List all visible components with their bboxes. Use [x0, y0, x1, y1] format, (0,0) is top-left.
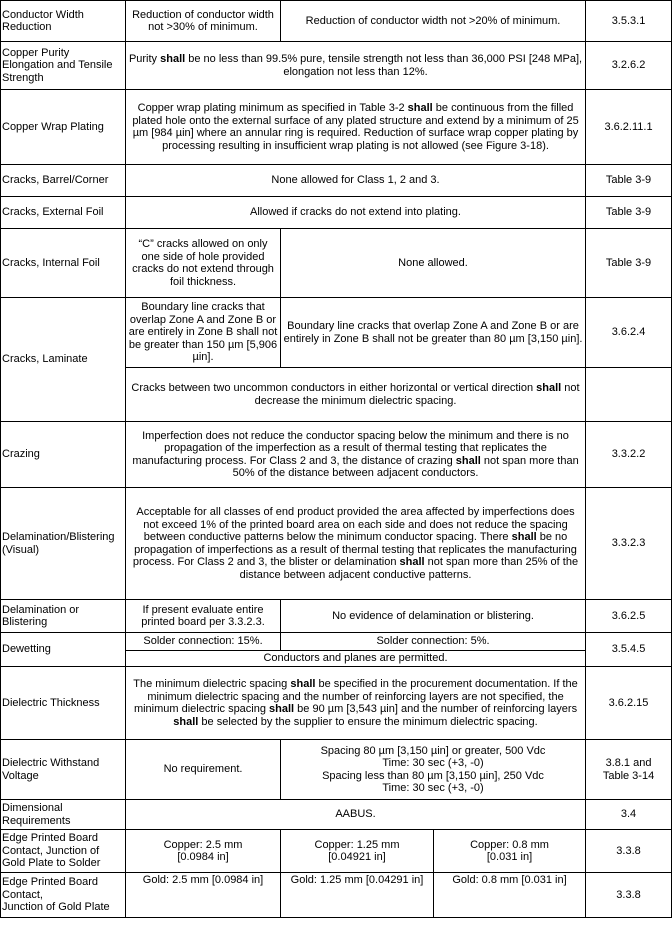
voltage-line: Time: 30 sec (+3, -0) [382, 757, 484, 769]
table-row [1, 800, 672, 830]
table-row [1, 633, 672, 651]
class-2-3-cell [281, 740, 586, 800]
label-line: Junction of Gold Plate [2, 901, 110, 914]
row-label: Cracks, Internal Foil [1, 229, 126, 298]
requirement-text: be no propagation of imperfections as a result of thermal testing that replicates the manufacturing process. For Class 2 and 3, the blister or delamination [132, 531, 577, 568]
requirement-cell: AABUS. [126, 800, 586, 830]
reference-cell: 3.2.6.2 [586, 42, 672, 90]
requirement-text: be specified in the procurement documentation. If the minimum dielectric spacing and the number of reinforcing layers are not specified, the minimum dielectric spacing [133, 678, 578, 715]
requirement-cell [126, 368, 586, 422]
class-1-cell: Solder connection: 15%. [126, 633, 281, 651]
row-label: Dielectric Withstand Voltage [1, 740, 126, 800]
requirement-text: Acceptable for all classes of end product provided the area affected by imperfections does not exceed 1% of the printed board area on each side and does not reduce the spacing between conductive patterns below the minimum conductor spacing. There [136, 506, 575, 543]
value-line: Copper: 1.25 mm [314, 838, 400, 851]
class-2-3-cell: Solder connection: 5%. [281, 633, 586, 651]
class-1-cell: Boundary line cracks that overlap Zone A and Zone B or are entirely in Zone B shall not be greater than 150 µm [5,906 µin]. [126, 298, 281, 368]
class-1-cell: No requirement. [126, 740, 281, 800]
requirement-text: be no less than 99.5% pure, tensile strength not less than 36,000 PSI [248 MPa], elongation not less than 12%. [185, 53, 583, 78]
shall-keyword: shall [536, 382, 562, 394]
voltage-line: Time: 30 sec (+3, -0) [382, 782, 484, 794]
row-label: Crazing [1, 422, 126, 488]
requirement-text: not decrease the minimum dielectric spacing. [254, 382, 580, 407]
shall-keyword: shall [160, 53, 186, 65]
voltage-line: Spacing less than 80 µm [3,150 µin], 250 Vdc [322, 769, 544, 782]
table-row [1, 90, 672, 165]
reference-cell: 3.3.8 [586, 830, 672, 873]
requirement-text: Copper wrap plating minimum as specified in Table 3-2 [137, 102, 408, 114]
reference-cell: 3.6.2.11.1 [586, 90, 672, 165]
requirement-text: Purity [128, 53, 161, 65]
row-label: Delamination/Blistering (Visual) [1, 488, 126, 600]
shall-keyword: shall [290, 678, 316, 690]
requirement-cell [126, 90, 586, 165]
row-label: Copper Wrap Plating [1, 90, 126, 165]
table-row [1, 488, 672, 600]
value-line: [0.04921 in] [328, 851, 386, 863]
label-line: Edge Printed Board [2, 876, 99, 889]
class-3-cell: Gold: 0.8 mm [0.031 in] [434, 873, 586, 918]
shall-keyword: shall [399, 556, 425, 568]
requirement-text: Cracks between two uncommon conductors in either horizontal or vertical direction [131, 382, 537, 394]
requirement-text: not span more than 25% of the distance between adjacent conductive patterns. [239, 556, 579, 581]
reference-cell: 3.6.2.5 [586, 600, 672, 633]
requirement-cell: None allowed for Class 1, 2 and 3. [126, 165, 586, 197]
class-1-cell: Gold: 2.5 mm [0.0984 in] [126, 873, 281, 918]
table-row [1, 600, 672, 633]
table-row [1, 830, 672, 873]
table-row [1, 1, 672, 42]
reference-cell: 3.3.2.2 [586, 422, 672, 488]
table-row [1, 197, 672, 229]
requirement-text: Imperfection does not reduce the conductor spacing below the minimum and there is no propagation of the imperfection as a result of thermal testing that replicates the manufacturing process. For Class 2 and 3, the distance of crazing [132, 429, 569, 467]
reference-cell: 3.5.3.1 [586, 1, 672, 42]
class-3-cell [434, 830, 586, 873]
row-label: Cracks, Barrel/Corner [1, 165, 126, 197]
class-1-cell: If present evaluate entire printed board per 3.3.2.3. [126, 600, 281, 633]
requirement-cell [126, 488, 586, 600]
row-label: Dewetting [1, 633, 126, 667]
shall-keyword: shall [269, 703, 295, 715]
row-label: Delamination or Blistering [1, 600, 126, 633]
value-line: Copper: 0.8 mm [470, 838, 549, 851]
row-label: Edge Printed Board Contact, Junction of Gold Plate to Solder [1, 830, 126, 873]
row-label: Conductor Width Reduction [1, 1, 126, 42]
requirement-cell [126, 42, 586, 90]
label-line: Contact, [2, 888, 43, 901]
requirement-text: not span more than 50% of the distance between adjacent conductors. [232, 454, 579, 479]
reference-cell: Table 3-9 [586, 197, 672, 229]
reference-line: Table 3-14 [602, 769, 655, 782]
shall-keyword: shall [511, 531, 537, 543]
shall-keyword: shall [455, 454, 481, 467]
reference-cell: Table 3-9 [586, 165, 672, 197]
requirement-text: be continuous from the filled plated hole onto the external surface of any plated structure and extend by a minimum of 25 µm [984 µin] where an annular ring is required. Reduction of surface wrap copper plating by processing resulting in insufficient wrap plating is not allowed (see Figure 3-18). [132, 102, 579, 152]
table-row [1, 42, 672, 90]
reference-cell: Table 3-9 [586, 229, 672, 298]
table-row [1, 165, 672, 197]
class-2-cell [281, 830, 434, 873]
class-2-3-cell: Reduction of conductor width not >20% of minimum. [281, 1, 586, 42]
row-label: Copper Purity Elongation and Tensile Strength [1, 42, 126, 90]
class-2-3-cell: No evidence of delamination or blistering. [281, 600, 586, 633]
reference-cell: 3.3.2.3 [586, 488, 672, 600]
requirement-cell: Conductors and planes are permitted. [126, 651, 586, 667]
table-row [1, 298, 672, 368]
row-label: Dielectric Thickness [1, 667, 126, 740]
class-2-3-cell: Boundary line cracks that overlap Zone A and Zone B or are entirely in Zone B shall not be greater than 80 µm [3,150 µin]. [281, 298, 586, 368]
class-2-cell: Gold: 1.25 mm [0.04291 in] [281, 873, 434, 918]
reference-cell [586, 740, 672, 800]
reference-cell: 3.5.4.5 [586, 633, 672, 667]
table-row [1, 422, 672, 488]
class-1-cell: “C” cracks allowed on only one side of hole provided cracks do not extend through foil thickness. [126, 229, 281, 298]
reference-cell: 3.6.2.15 [586, 667, 672, 740]
table-row [1, 740, 672, 800]
shall-keyword: shall [173, 715, 199, 728]
table-row [1, 873, 672, 918]
shall-keyword: shall [407, 102, 433, 114]
table-row [1, 229, 672, 298]
requirement-cell [126, 667, 586, 740]
requirement-text: The minimum dielectric spacing [133, 678, 291, 690]
class-2-3-cell: None allowed. [281, 229, 586, 298]
requirement-cell [126, 422, 586, 488]
voltage-line: Spacing 80 µm [3,150 µin] or greater, 500 Vdc [320, 744, 546, 757]
reference-cell: 3.6.2.4 [586, 298, 672, 368]
row-label: Cracks, External Foil [1, 197, 126, 229]
class-1-cell: Reduction of conductor width not >30% of minimum. [126, 1, 281, 42]
requirement-text: be selected by the supplier to ensure the minimum dielectric spacing. [198, 715, 538, 728]
value-line: [0.0984 in] [177, 851, 229, 863]
class-1-cell [126, 830, 281, 873]
requirement-text: be 90 µm [3,543 µin] and the number of reinforcing layers [294, 703, 578, 715]
value-line: Copper: 2.5 mm [163, 838, 243, 851]
reference-line: 3.8.1 and [605, 757, 652, 769]
row-label: Cracks, Laminate [1, 298, 126, 422]
requirement-cell: Allowed if cracks do not extend into plating. [126, 197, 586, 229]
table-row [1, 667, 672, 740]
row-label [1, 873, 126, 918]
value-line: [0.031 in] [486, 851, 533, 863]
reference-cell-empty [586, 368, 672, 422]
reference-cell: 3.3.8 [586, 873, 672, 918]
reference-cell: 3.4 [586, 800, 672, 830]
row-label: Dimensional Requirements [1, 800, 126, 830]
